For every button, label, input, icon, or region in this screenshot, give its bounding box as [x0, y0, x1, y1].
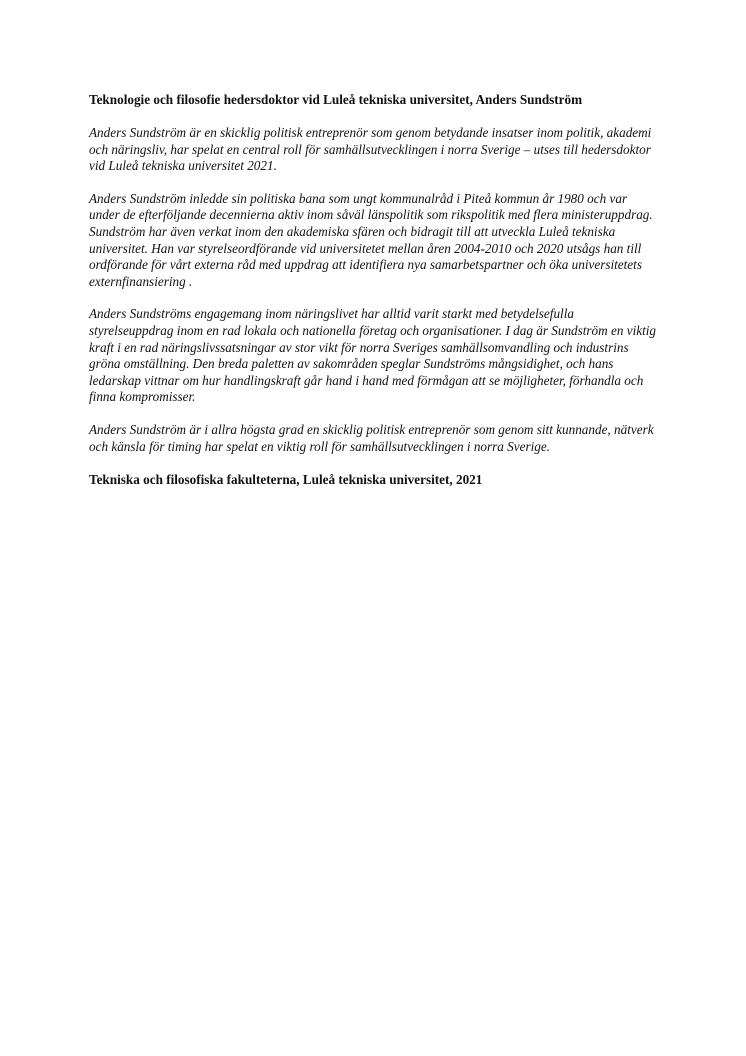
paragraph-business: Anders Sundströms engagemang inom näringslivet har alltid varit starkt med betydelsefulla styrelseuppdrag inom en rad lokala och nationella företag och organisationer. I dag är Sundström en viktig kraft i en rad näringslivssatsningar av stor vikt för norra Sveriges samhällsomvandling och industrins gröna omställning. Den breda paletten av sakområden speglar Sundströms mångsidighet, och hans ledarskap vittnar om hur handlingskraft går hand i hand med förmågan att se möjligheter, förhandla och finna kompromisser.: [89, 306, 657, 405]
document-title: Teknologie och filosofie hedersdoktor vid Luleå tekniska universitet, Anders Sundström: [89, 92, 583, 107]
document-signature: Tekniska och filosofiska fakulteterna, Luleå tekniska universitet, 2021: [89, 472, 483, 488]
paragraph-political-career: Anders Sundström inledde sin politiska bana som ungt kommunalråd i Piteå kommun år 1980 och var under de efterföljande decennierna aktiv inom såväl länspolitik som rikspolitik med flera ministeruppdrag. Sundström har även verkat inom den akademiska sfären och bidragit till att utveckla Luleå tekniska universitet. Han var styrelseordförande vid universitetet mellan åren 2004-2010 och 2020 utsågs han till ordförande för vårt externa råd med uppdrag att identifiera nya samarbetspartner och öka universitetets externfinansiering .: [89, 190, 653, 289]
paragraph-conclusion: Anders Sundström är i allra högsta grad en skicklig politisk entreprenör som genom sitt kunnande, nätverk och känsla för timing har spelat en viktig roll för samhällsutvecklingen i norra Sverige.: [89, 421, 654, 454]
paragraph-intro: Anders Sundström är en skicklig politisk entreprenör som genom betydande insatser inom politik, akademi och näringsliv, har spelat en central roll för samhällsutvecklingen i norra Sverige – utses till hedersdoktor vid Luleå tekniska universitet 2021.: [89, 125, 652, 174]
